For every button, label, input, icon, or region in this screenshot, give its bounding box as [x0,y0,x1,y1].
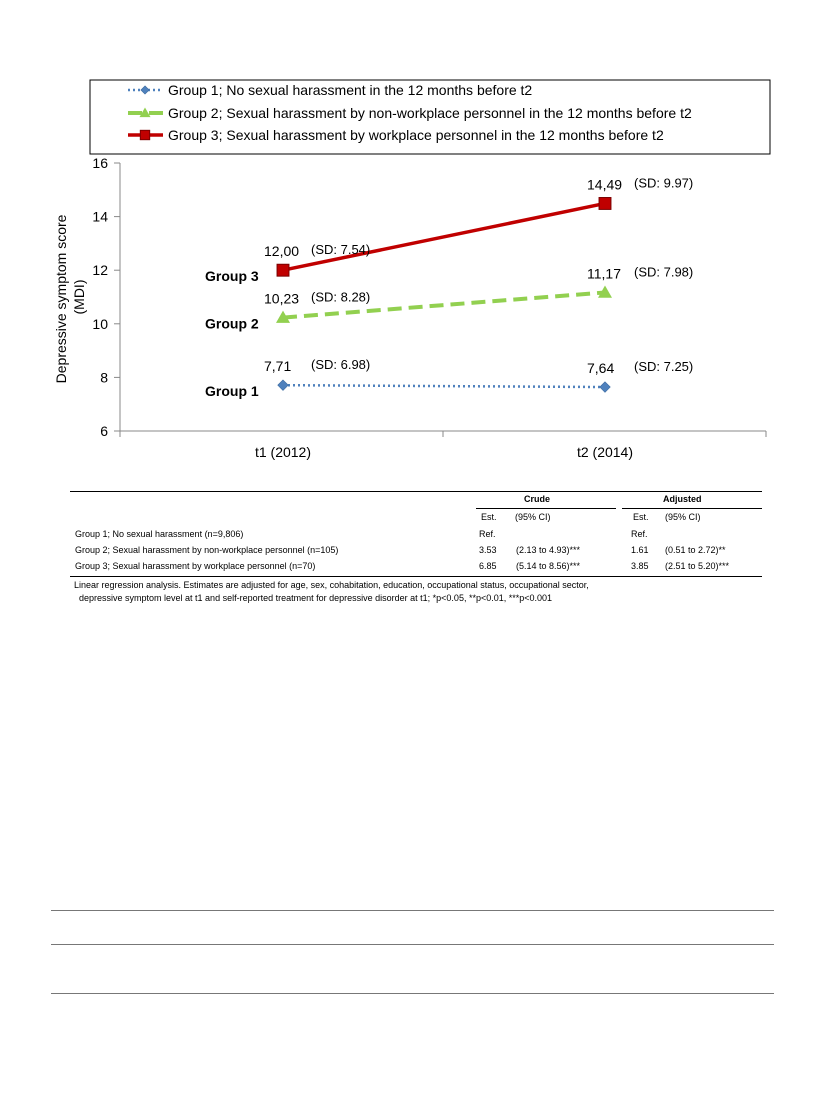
data-point-square [599,198,611,210]
crude-est-header: Est. [481,512,497,522]
adjusted-est-header: Est. [633,512,649,522]
group-side-label: Group 2 [205,315,259,332]
table-row-label: Group 2; Sexual harassment by non-workplace personnel (n=105) [75,545,339,555]
table-cell-adjusted-est: Ref. [631,529,648,539]
adjusted-ci-header: (95% CI) [665,512,701,522]
table-cell-adjusted-est: 3.85 [631,561,649,571]
y-tick-label: 6 [100,423,108,439]
y-tick-label: 14 [92,208,108,225]
legend-entry: Group 3; Sexual harassment by workplace personnel in the 12 months before t2 [168,127,664,143]
data-label: 11,17 [587,265,621,282]
sd-label: (SD: 7.98) [634,264,694,280]
y-tick-label: 8 [100,369,108,386]
table-footnote-line-1: Linear regression analysis. Estimates are adjusted for age, sex, cohabitation, education, occupational status, occupational sector, [74,580,589,590]
legend-entry: Group 1; No sexual harassment in the 12 months before t2 [168,82,533,98]
table-cell-crude-ci: (2.13 to 4.93)*** [516,545,581,555]
series-line [283,385,605,387]
data-label: 10,23 [264,290,300,307]
table-bottom-rule [70,576,762,577]
sd-label: (SD: 7.25) [634,359,694,375]
divider-rule [51,993,774,994]
table-cell-crude-ci: (5.14 to 8.56)*** [516,561,581,571]
crude-underline [476,508,616,509]
sd-label: (SD: 6.98) [311,357,371,373]
sd-label: (SD: 8.28) [311,289,371,305]
table-cell-crude-est: 3.53 [479,545,497,555]
y-axis-label-line-2: (MDI) [71,279,87,315]
y-axis-label-line-1: Depressive symptom score [53,214,69,384]
crude-header: Crude [524,494,551,504]
crude-ci-header: (95% CI) [515,512,551,522]
data-label: 14,49 [587,176,623,193]
legend-entry: Group 2; Sexual harassment by non-workplace personnel in the 12 months before t2 [168,105,692,121]
table-cell-adjusted-ci: (2.51 to 5.20)*** [665,561,730,571]
group-side-label: Group 1 [205,383,259,400]
x-tick-label: t1 (2012) [254,444,312,460]
y-tick-label: 16 [92,155,108,171]
adjusted-header: Adjusted [663,494,702,504]
y-tick-label: 12 [92,262,108,279]
data-point-diamond [278,380,289,391]
data-label: 7,64 [587,360,615,377]
table-row-label: Group 1; No sexual harassment (n=9,806) [75,529,244,539]
table-cell-crude-est: 6.85 [479,561,497,571]
y-tick-label: 10 [92,315,108,332]
table-top-rule [70,491,762,492]
sd-label: (SD: 9.97) [634,175,694,191]
table-cell-adjusted-ci: (0.51 to 2.72)** [665,545,726,555]
series-line [283,203,605,270]
adjusted-underline [622,508,762,509]
data-label: 7,71 [264,358,292,375]
y-axis-label [53,211,87,384]
table-footnote-line-2: depressive symptom level at t1 and self-reported treatment for depressive disorder at t1; *p<0.05, **p<0.01, ***p<0.001 [79,593,553,603]
table-cell-adjusted-est: 1.61 [631,545,649,555]
divider-rule [51,944,774,945]
table-cell-crude-est: Ref. [479,529,496,539]
data-point-square [277,264,289,276]
group-side-label: Group 3 [205,268,259,285]
line-chart [0,0,827,480]
x-tick-label: t2 (2014) [576,444,634,460]
divider-rule [51,910,774,911]
sd-label: (SD: 7.54) [311,242,371,258]
data-label: 12,00 [264,243,300,260]
legend-marker-square [140,130,149,139]
data-point-diamond [600,382,611,393]
table-row-label: Group 3; Sexual harassment by workplace personnel (n=70) [75,561,316,571]
